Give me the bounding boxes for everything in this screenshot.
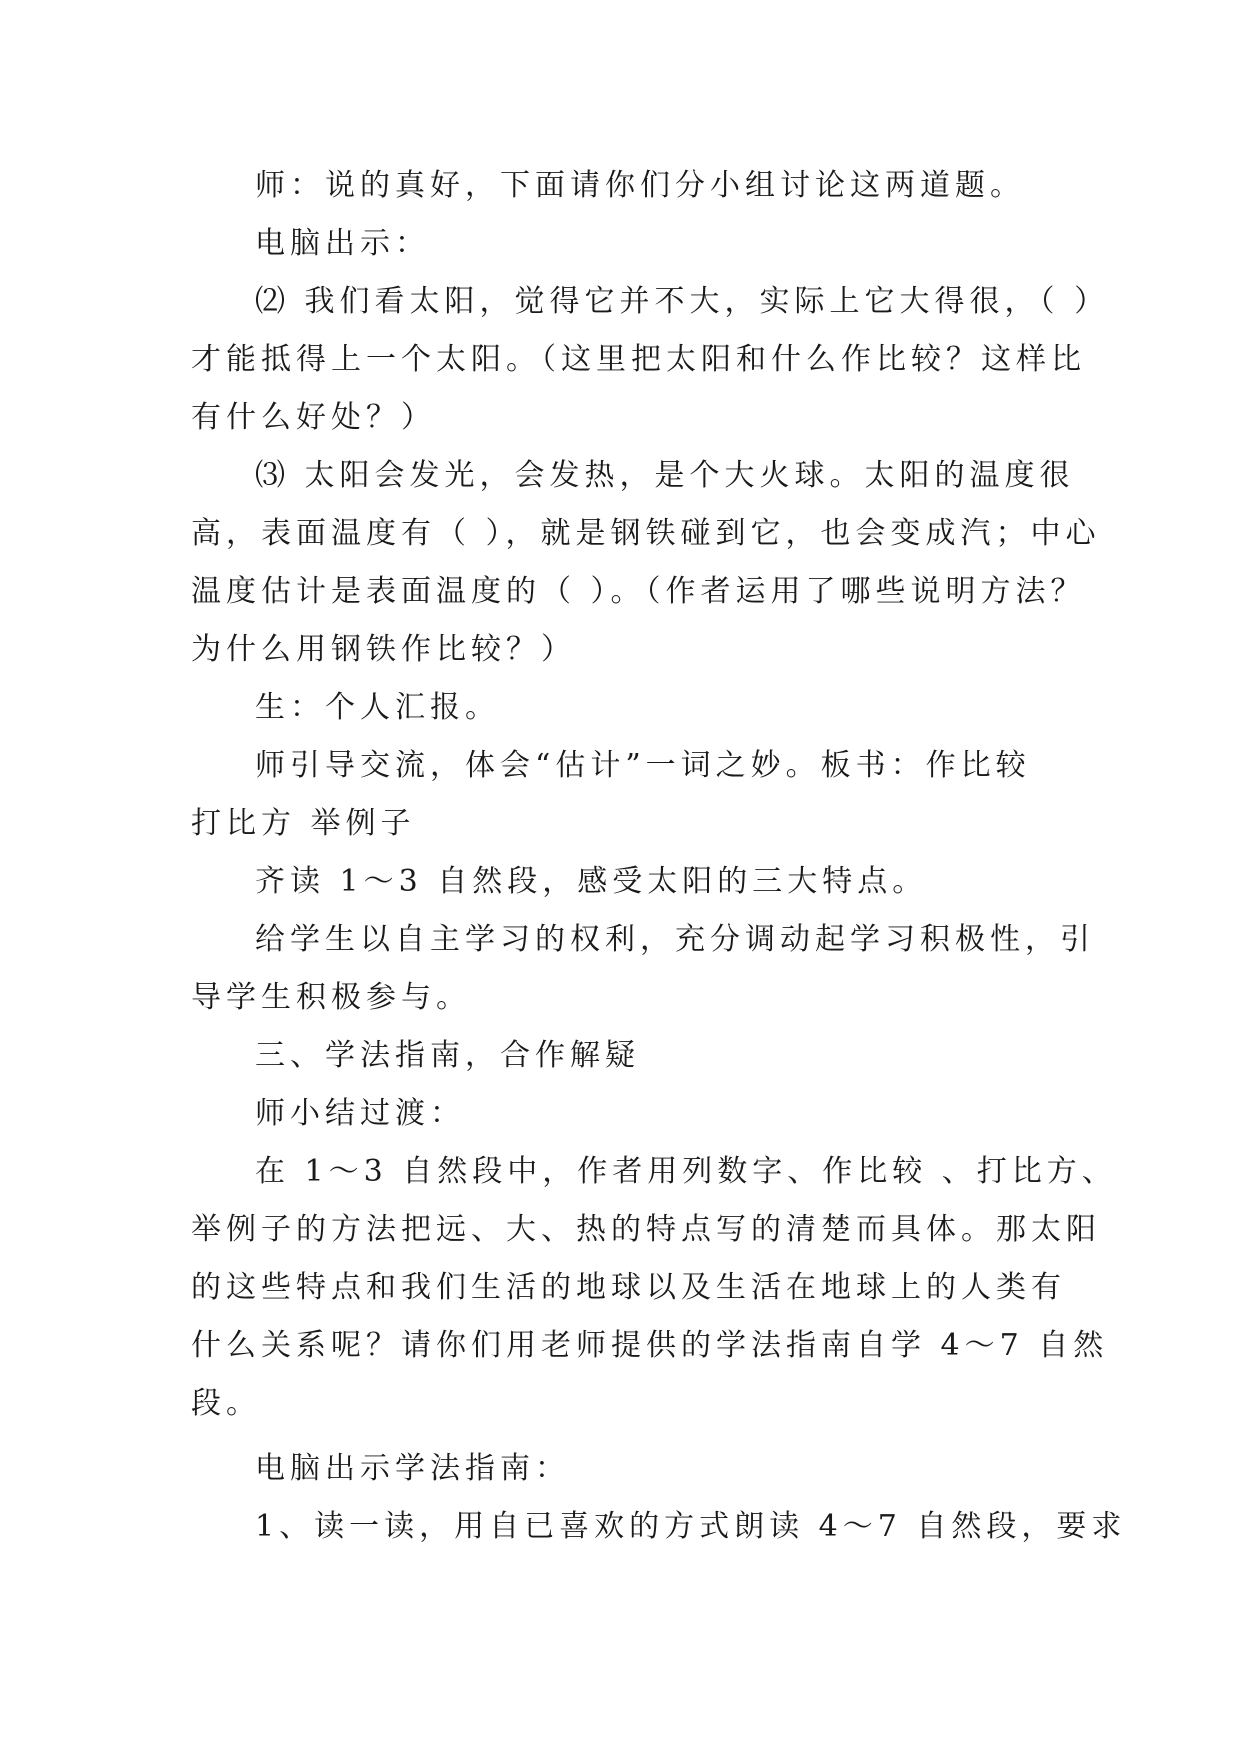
- text-line: 师引导交流，体会“估计”一词之妙。板书：作比较: [255, 748, 1031, 783]
- text-line: 才能抵得上一个太阳。（这里把太阳和什么作比较？这样比: [191, 342, 1086, 377]
- text-line: 给学生以自主学习的权利，充分调动起学习积极性，引: [255, 922, 1095, 957]
- text-line: 导学生积极参与。: [191, 980, 471, 1015]
- text-line: 齐读 1～3 自然段，感受太阳的三大特点。: [255, 864, 928, 899]
- text-line: 段。: [191, 1386, 261, 1421]
- text-line: ⑶ 太阳会发光，会发热，是个大火球。太阳的温度很: [255, 458, 1075, 493]
- text-line: 为什么用钢铁作比较？）: [191, 632, 576, 667]
- text-line: 什么关系呢？请你们用老师提供的学法指南自学 4～7 自然: [191, 1328, 1109, 1363]
- text-line: 电脑出示学法指南：: [255, 1451, 570, 1486]
- text-line: 有什么好处？）: [191, 400, 436, 435]
- text-line: 在 1～3 自然段中，作者用列数字、作比较 、打比方、: [255, 1154, 1117, 1189]
- text-line: 电脑出示：: [255, 226, 430, 261]
- text-line: 举例子的方法把远、大、热的特点写的清楚而具体。那太阳: [191, 1212, 1101, 1247]
- text-line: 温度估计是表面温度的（ ）。（作者运用了哪些说明方法？: [191, 574, 1086, 609]
- text-line: 打比方 举例子: [191, 806, 416, 841]
- text-line: 高，表面温度有（ ），就是钢铁碰到它，也会变成汽；中心: [191, 516, 1101, 551]
- text-line: 1、读一读，用自已喜欢的方式朗读 4～7 自然段，要求: [255, 1509, 1127, 1544]
- text-line: 师小结过渡：: [255, 1096, 465, 1131]
- text-line: 三、学法指南，合作解疑: [255, 1038, 640, 1073]
- text-line: 师：说的真好，下面请你们分小组讨论这两道题。: [255, 168, 1025, 203]
- text-line: ⑵ 我们看太阳，觉得它并不大，实际上它大得很，（ ）: [255, 284, 1110, 319]
- text-line: 生：个人汇报。: [255, 690, 500, 725]
- text-line: 的这些特点和我们生活的地球以及生活在地球上的人类有: [191, 1270, 1066, 1305]
